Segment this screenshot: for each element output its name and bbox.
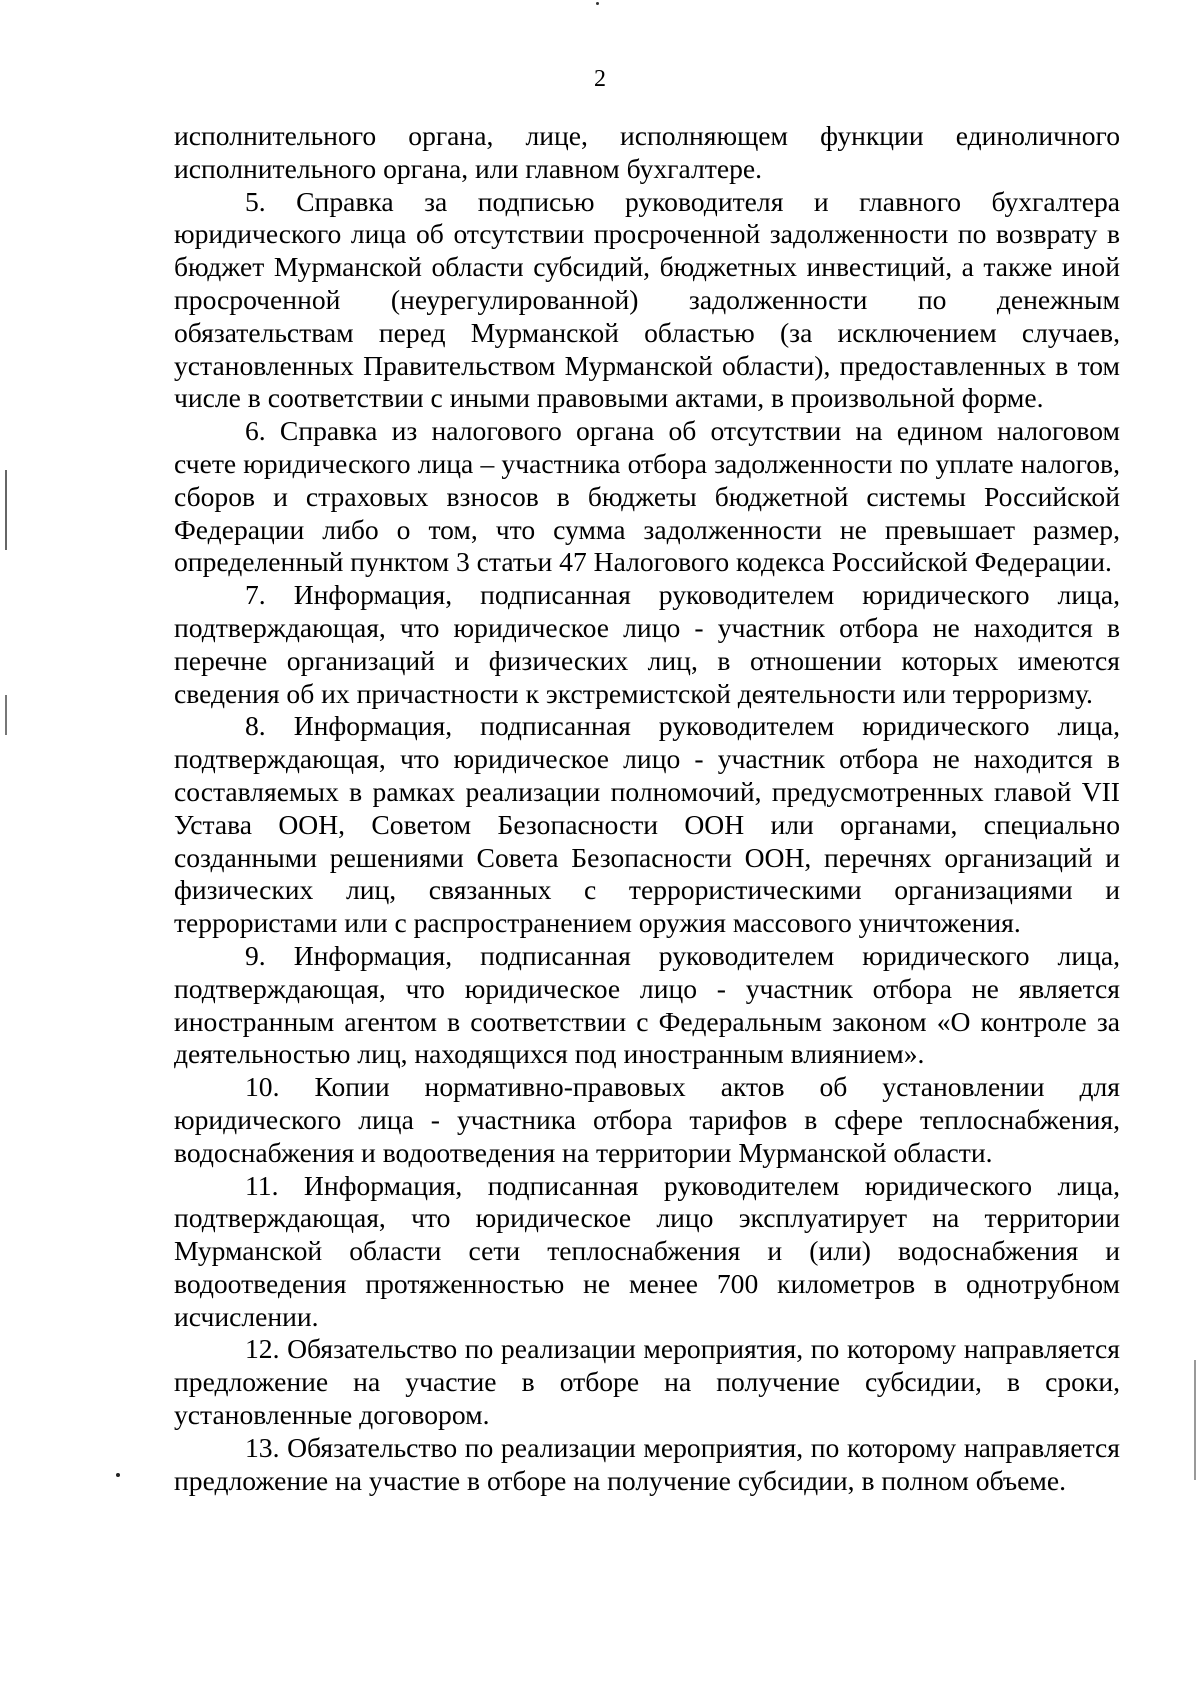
paragraph-item-7: 7. Информация, подписанная руководителем юридического лица, подтверждающая, что юридическое лицо - участник отбора не находится в перечне организаций и физических лиц, в отношении которых имеются сведения об их причастности к экстремистской деятельности или терроризму. [174,579,1120,709]
scan-artifact [5,470,7,550]
paragraph-item-8: 8. Информация, подписанная руководителем юридического лица, подтверждающая, что юридическое лицо - участник отбора не находится в составляемых в рамках реализации полномочий, предусмотренных главой VII Устава ООН, Советом Безопасности ООН или органами, специально созданными решениями Совета Безопасности ООН, перечнях организаций и физических лиц, связанных с террористическими организациями и террористами или с распространением оружия массового уничтожения. [174,710,1120,939]
scan-artifact [5,695,7,735]
paragraph-item-11: 11. Информация, подписанная руководителем юридического лица, подтверждающая, что юридическое лицо эксплуатирует на территории Мурманской области сети теплоснабжения и (или) водоснабжения и водоотведения протяженностью не менее 700 километров в однотрубном исчислении. [174,1169,1120,1332]
page-number: 2 [594,66,606,92]
scan-artifact [116,1473,120,1477]
paragraph-item-5: 5. Справка за подписью руководителя и главного бухгалтера юридического лица об отсутствии просроченной задолженности по возврату в бюджет Мурманской области субсидий, бюджетных инвестиций, а также иной просроченной (неурегулированной) задолженности по денежным обязательствам перед Мурманской областью (за исключением случаев, установленных Правительством Мурманской области), предоставленных в том числе в соответствии с иными правовыми актами, в произвольной форме. [174,185,1120,414]
paragraph-item-12: 12. Обязательство по реализации мероприятия, по которому направляется предложение на участие в отборе на получение субсидии, в сроки, установленные договором. [174,1333,1120,1431]
paragraph-item-13: 13. Обязательство по реализации мероприятия, по которому направляется предложение на участие в отборе на получение субсидии, в полном объеме. [174,1431,1120,1496]
scan-artifact [596,2,599,5]
paragraph-continuation: исполнительного органа, лице, исполняющем функции единоличного исполнительного органа, или главном бухгалтере. [174,120,1120,184]
scan-artifact [1194,1360,1196,1480]
paragraph-item-9: 9. Информация, подписанная руководителем юридического лица, подтверждающая, что юридическое лицо - участник отбора не является иностранным агентом в соответствии с Федеральным законом «О контроле за деятельностью лиц, находящихся под иностранным влиянием». [174,939,1120,1070]
paragraph-item-10: 10. Копии нормативно-правовых актов об установлении для юридического лица - участника отбора тарифов в сфере теплоснабжения, водоснабжения и водоотведения на территории Мурманской области. [174,1071,1120,1168]
paragraph-item-6: 6. Справка из налогового органа об отсутствии на едином налоговом счете юридического лица – участника отбора задолженности по уплате налогов, сборов и страховых взносов в бюджеты бюджетной системы Российской Федерации либо о том, что сумма задолженности не превышает размер, определенный пунктом 3 статьи 47 Налогового кодекса Российской Федерации. [174,415,1120,578]
document-body [174,120,1120,1497]
